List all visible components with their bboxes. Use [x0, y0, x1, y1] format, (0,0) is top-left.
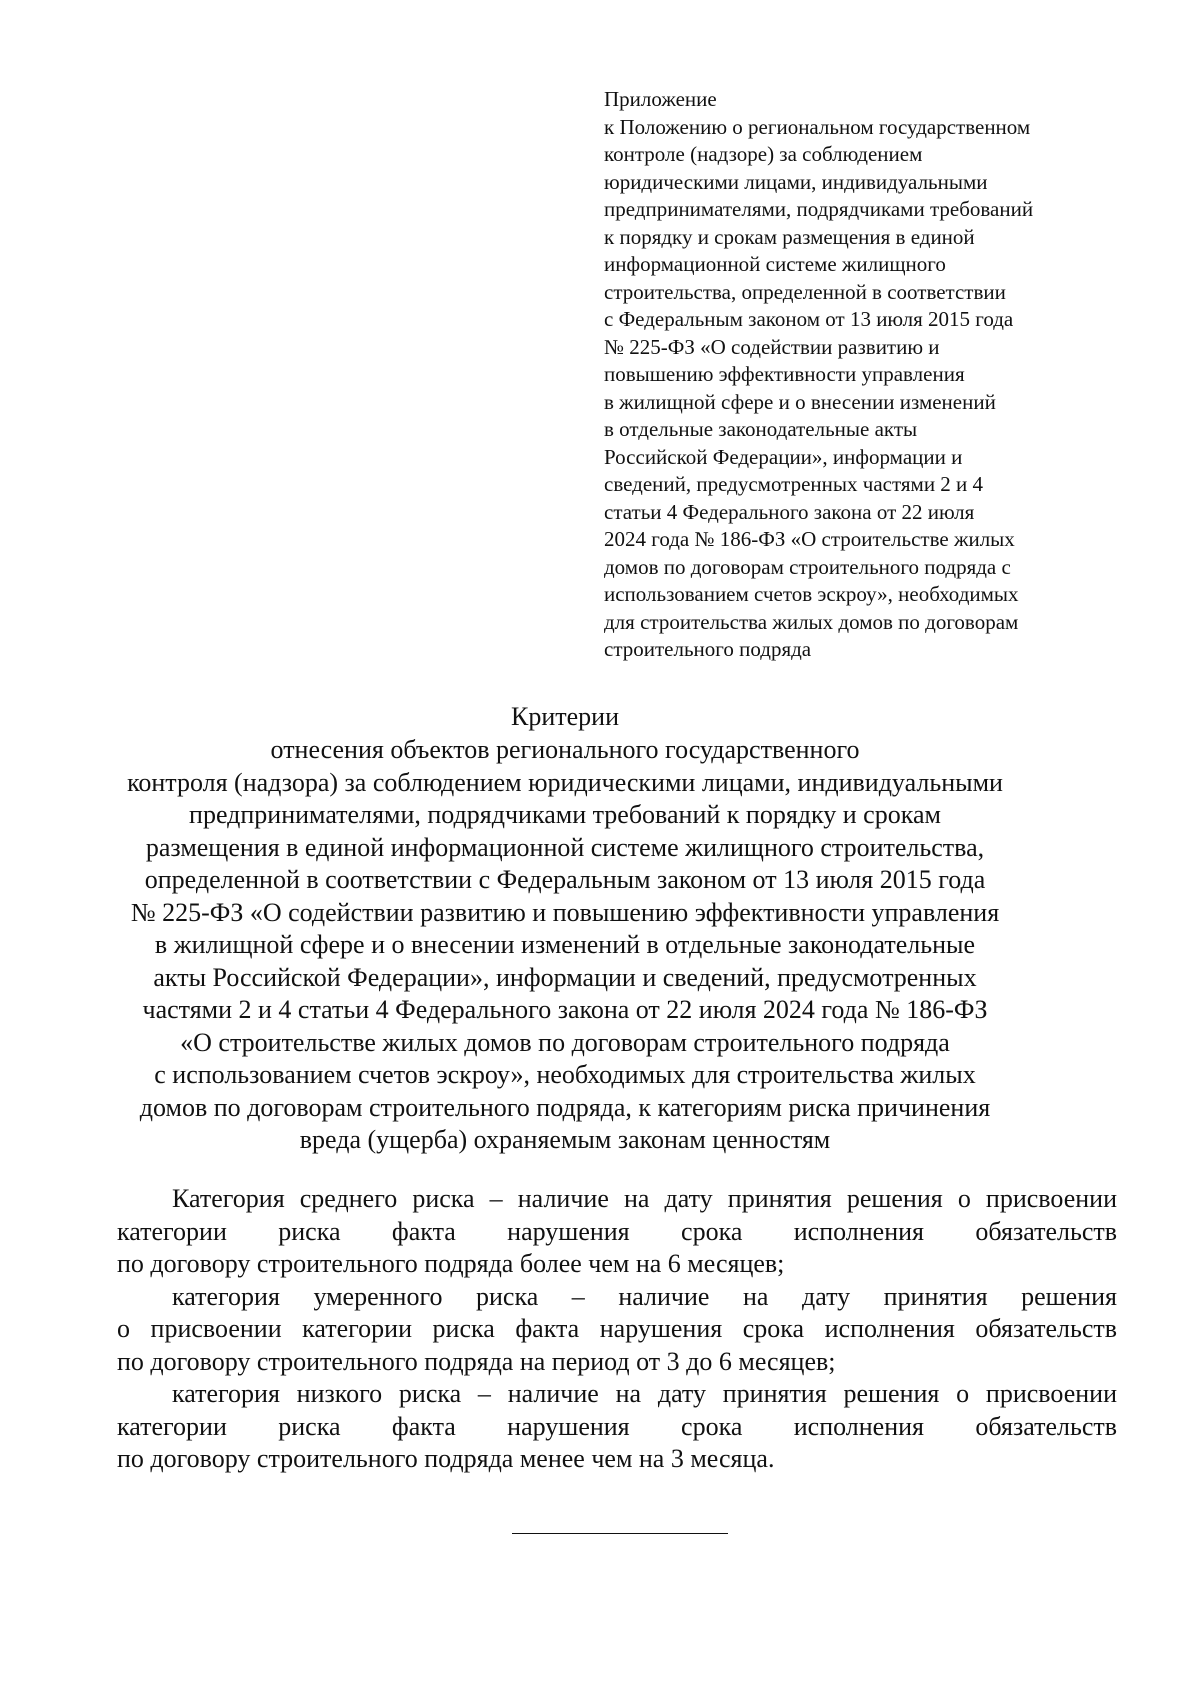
paragraph-line: категории риска факта нарушения срока исполнения обязательств: [117, 1411, 1117, 1441]
appendix-line: к порядку и срокам размещения в единой: [604, 224, 975, 249]
document-body: [117, 1183, 1117, 1476]
subtitle-line: в жилищной сфере и о внесении изменений в отдельные законодательные: [154, 930, 976, 959]
appendix-line: к Положению о региональном государственном: [604, 114, 1031, 139]
subtitle-line: предпринимателями, подрядчиками требований к порядку и срокам: [189, 800, 941, 829]
subtitle-line: № 225-ФЗ «О содействии развитию и повышению эффективности управления: [130, 897, 1000, 927]
subtitle-line: домов по договорам строительного подряда, к категориям риска причинения: [139, 1092, 991, 1122]
appendix-line: повышению эффективности управления: [604, 362, 965, 386]
appendix-line: в отдельные законодательные акты: [604, 417, 918, 441]
appendix-line: домов по договорам строительного подряда с: [604, 554, 1011, 579]
appendix-line: Приложение: [604, 87, 717, 111]
subtitle-line: частями 2 и 4 статьи 4 Федерального закона от 22 июля 2024 года № 186-ФЗ: [142, 995, 988, 1024]
document-title: Критерии: [511, 702, 619, 731]
document-subtitle: [60, 734, 1070, 1157]
subtitle-line: вреда (ущерба) охраняемым законам ценностям: [299, 1125, 831, 1154]
subtitle-line: размещения в единой информационной системе жилищного строительства,: [145, 832, 985, 862]
paragraph-moderate-risk: [117, 1281, 1117, 1379]
appendix-line: сведений, предусмотренных частями 2 и 4: [604, 472, 984, 496]
appendix-note: [604, 86, 1124, 664]
paragraph-line: по договору строительного подряда более чем на 6 месяцев;: [117, 1249, 785, 1278]
appendix-line: строительного подряда: [604, 637, 812, 661]
appendix-line: статьи 4 Федерального закона от 22 июля: [604, 499, 975, 524]
paragraph-line: по договору строительного подряда на период от 3 до 6 месяцев;: [117, 1346, 836, 1376]
appendix-line: строительства, определенной в соответствии: [604, 279, 1006, 304]
appendix-line: с Федеральным законом от 13 июля 2015 года: [604, 307, 1014, 331]
paragraph-medium-risk: [117, 1183, 1117, 1281]
appendix-line: информационной системе жилищного: [604, 252, 946, 276]
paragraph-line: по договору строительного подряда менее чем на 3 месяца.: [117, 1444, 775, 1473]
appendix-line: № 225-ФЗ «О содействии развитию и: [604, 334, 940, 359]
subtitle-line: отнесения объектов регионального государственного: [270, 735, 860, 764]
appendix-line: контроле (надзоре) за соблюдением: [604, 142, 923, 166]
subtitle-line: «О строительстве жилых домов по договорам строительного подряда: [180, 1027, 950, 1057]
appendix-line: для строительства жилых домов по договорам: [604, 609, 1019, 634]
appendix-line: предпринимателями, подрядчиками требований: [604, 197, 1034, 221]
paragraph-low-risk: [117, 1378, 1117, 1476]
paragraph-line: Категория среднего риска – наличие на дату принятия решения о присвоении: [172, 1184, 1117, 1213]
subtitle-line: акты Российской Федерации», информации и сведений, предусмотренных: [153, 962, 977, 992]
subtitle-line: с использованием счетов эскроу», необходимых для строительства жилых: [154, 1060, 976, 1089]
subtitle-line: определенной в соответствии с Федеральным законом от 13 июля 2015 года: [144, 865, 986, 894]
appendix-line: 2024 года № 186-ФЗ «О строительстве жилых: [604, 527, 1015, 551]
appendix-line: юридическими лицами, индивидуальными: [604, 169, 988, 194]
paragraph-line: категории риска факта нарушения срока исполнения обязательств: [117, 1216, 1117, 1246]
end-divider: [512, 1533, 728, 1534]
paragraph-line: категория умеренного риска – наличие на дату принятия решения: [172, 1281, 1117, 1311]
appendix-line: использованием счетов эскроу», необходимых: [604, 582, 1019, 606]
appendix-line: в жилищной сфере и о внесении изменений: [604, 389, 996, 414]
paragraph-line: о присвоении категории риска факта нарушения срока исполнения обязательств: [117, 1314, 1117, 1343]
subtitle-line: контроля (надзора) за соблюдением юридическими лицами, индивидуальными: [127, 767, 1003, 797]
appendix-line: Российской Федерации», информации и: [604, 444, 963, 469]
paragraph-line: категория низкого риска – наличие на дату принятия решения о присвоении: [172, 1379, 1117, 1408]
